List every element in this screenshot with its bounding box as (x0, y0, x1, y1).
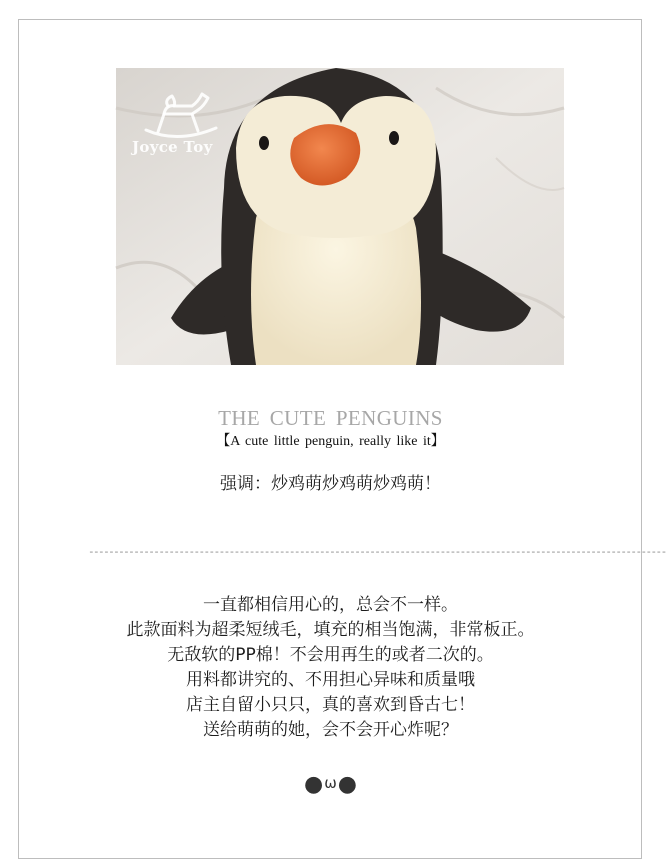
description-line: 送给萌萌的她，会不会开心炸呢？ (203, 720, 458, 740)
emoticon-mouth: ω (324, 774, 337, 792)
emphasis-text: 强调：炒鸡萌炒鸡萌炒鸡萌！ (220, 474, 441, 494)
emoticon-right-eye: ● (337, 772, 357, 797)
brand-logo-text: Joyce Toy (132, 138, 213, 156)
description-line: 用料都讲究的、不用担心异味和质量哦 (186, 670, 475, 690)
emoticon (0, 772, 661, 797)
description-block (0, 593, 661, 743)
product-photo (116, 68, 564, 365)
description-line: 店主自留小只只，真的喜欢到昏古七！ (186, 695, 475, 715)
emoticon-left-eye: ● (304, 772, 324, 797)
description-line: 一直都相信用心的，总会不一样。 (203, 595, 458, 615)
page-title: THE CUTE PENGUINS (218, 406, 443, 430)
page-subtitle: 【A cute little penguin, really like it】 (216, 434, 445, 449)
description-line: 此款面料为超柔短绒毛，填充的相当饱满，非常板正。 (126, 620, 535, 640)
dashed-divider: ------------------------------------------------------------------------------------------------------------------- (88, 545, 666, 558)
description-line: 无敌软的PP棉！不会用再生的或者二次的。 (167, 645, 494, 665)
